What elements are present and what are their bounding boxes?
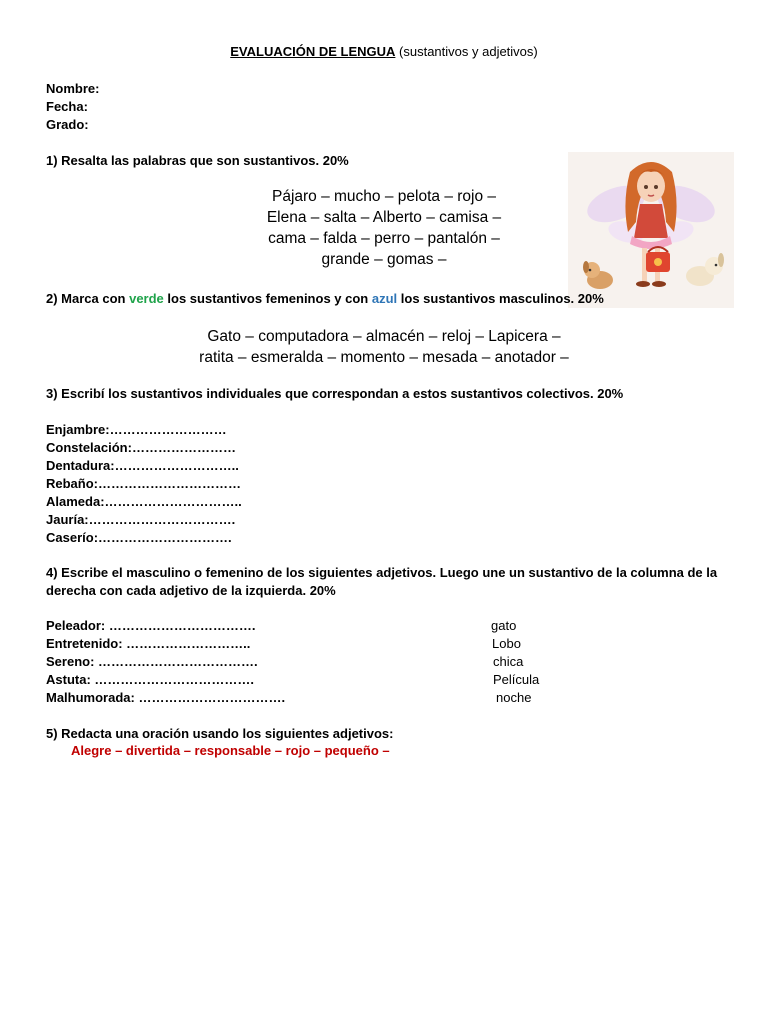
- list-item: Peleador: …………………………….: [46, 618, 256, 633]
- title-main: EVALUACIÓN DE LENGUA: [230, 44, 396, 59]
- question-2-prompt: [46, 290, 736, 308]
- word-line: Pájaro – mucho – pelota – rojo –: [271, 188, 497, 205]
- word-line: Elena – salta – Alberto – camisa –: [266, 209, 502, 226]
- grade-field: Grado:: [46, 117, 89, 132]
- word-line: Gato – computadora – almacén – reloj – Lapicera –: [207, 328, 561, 345]
- list-item: Malhumorada: …………………………….: [46, 690, 286, 705]
- question-2-words: [0, 326, 768, 368]
- list-item: chica: [493, 654, 524, 669]
- student-info: [46, 80, 99, 134]
- list-item: Película: [493, 672, 540, 687]
- title-sub: (sustantivos y adjetivos): [395, 44, 538, 59]
- list-item: Alameda:…………………………..: [46, 494, 242, 509]
- list-item: Caserío:………………………….: [46, 530, 232, 545]
- q2-text-b: los sustantivos femeninos y con: [163, 291, 372, 306]
- fairy-girl-illustration: [568, 152, 734, 308]
- q2-text-a: 2) Marca con: [46, 291, 130, 306]
- word-line: grande – gomas –: [321, 251, 447, 268]
- question-4-prompt: 4) Escribe el masculino o femenino de los siguientes adjetivos. Luego une un sustantivo de la columna de la derecha con cada adjetivo de la izquierda. 20%: [46, 565, 718, 598]
- list-item: gato: [491, 618, 517, 633]
- list-item: Sereno: ……………………………….: [46, 654, 258, 669]
- list-item: noche: [496, 690, 532, 705]
- list-item: Dentadura:………………………..: [46, 458, 239, 473]
- list-item: Enjambre:………………………: [46, 422, 227, 437]
- question-4-nouns: [0, 617, 768, 717]
- name-field: Nombre:: [46, 81, 100, 96]
- list-item: Astuta: ……………………………….: [46, 672, 254, 687]
- page-title: [0, 44, 768, 59]
- list-item: Entretenido: ………………………..: [46, 636, 251, 651]
- question-3-list: [46, 421, 242, 547]
- list-item: Constelación:……………………: [46, 440, 236, 455]
- question-3-prompt: 3) Escribí los sustantivos individuales que correspondan a estos sustantivos colectivos. 20%: [46, 386, 624, 401]
- word-line: ratita – esmeralda – momento – mesada – anotador –: [199, 349, 569, 366]
- question-5-adjectives: Alegre – divertida – responsable – rojo – pequeño –: [71, 743, 390, 758]
- question-5-prompt: 5) Redacta una oración usando los siguientes adjetivos:: [46, 726, 394, 741]
- list-item: Lobo: [492, 636, 521, 651]
- word-line: cama – falda – perro – pantalón –: [268, 230, 500, 247]
- list-item: Rebaño:……………………………: [46, 476, 241, 491]
- q2-text-c: los sustantivos masculinos. 20%: [397, 291, 604, 306]
- list-item: Jauría:…………………………….: [46, 512, 236, 527]
- q2-word-blue: azul: [371, 291, 398, 306]
- q2-word-green: verde: [129, 291, 164, 306]
- date-field: Fecha:: [46, 99, 88, 114]
- question-1-prompt: 1) Resalta las palabras que son sustantivos. 20%: [46, 153, 349, 168]
